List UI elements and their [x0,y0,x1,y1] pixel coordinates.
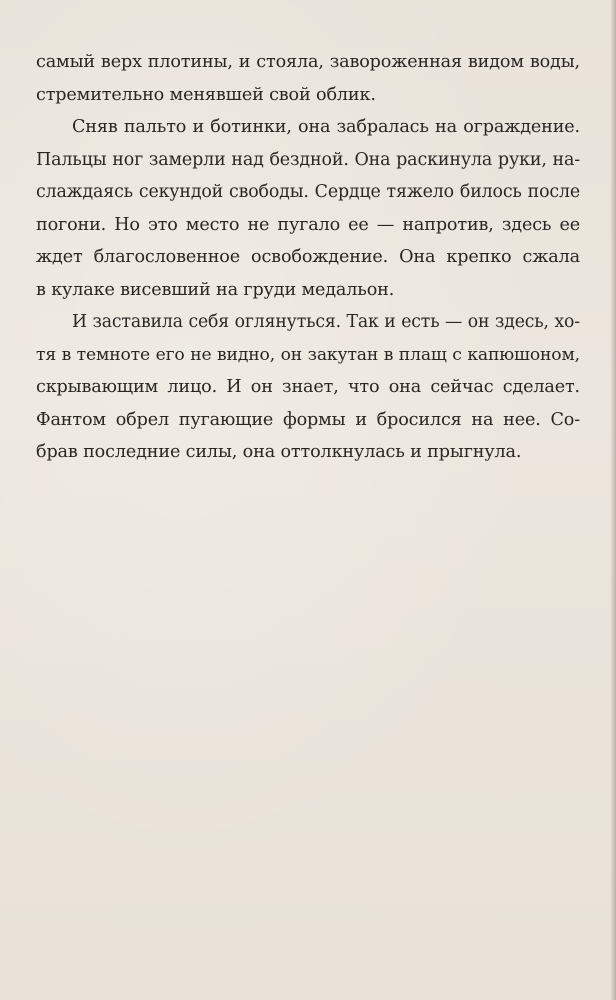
text-line: скрывающим лицо. И он знает, что она сейчас сделает. [36,377,580,397]
paragraph-2 [36,111,580,306]
paragraph-1 [36,46,580,111]
text-line: погони. Но это место не пугало ее — напротив, здесь ее [36,214,580,235]
text-line: ждет благословенное освобождение. Она крепко сжала [36,247,580,267]
text-line: тя в темноте его не видно, он закутан в плащ с капюшоном, [36,344,580,365]
paragraph-3 [36,306,580,469]
text-line: стремительно менявшей свой облик. [36,84,376,105]
text-line: Фантом обрел пугающие формы и бросился на нее. Со- [36,409,580,430]
text-line: Сняв пальто и ботинки, она забралась на ограждение. [72,117,580,137]
text-line: в кулаке висевший на груди медальон. [36,279,395,300]
text-line: И заставила себя оглянуться. Так и есть — он здесь, хо- [72,312,580,332]
text-line: брав последние силы, она оттолкнулась и прыгнула. [36,442,522,462]
text-line: самый верх плотины, и стояла, завороженная видом воды, [36,52,580,72]
text-line: Пальцы ног замерли над бездной. Она раскинула руки, на- [36,149,580,170]
text-line: слаждаясь секундой свободы. Сердце тяжело билось после [36,182,580,202]
page-text [36,46,580,469]
page-edge-shadow [610,0,616,1000]
